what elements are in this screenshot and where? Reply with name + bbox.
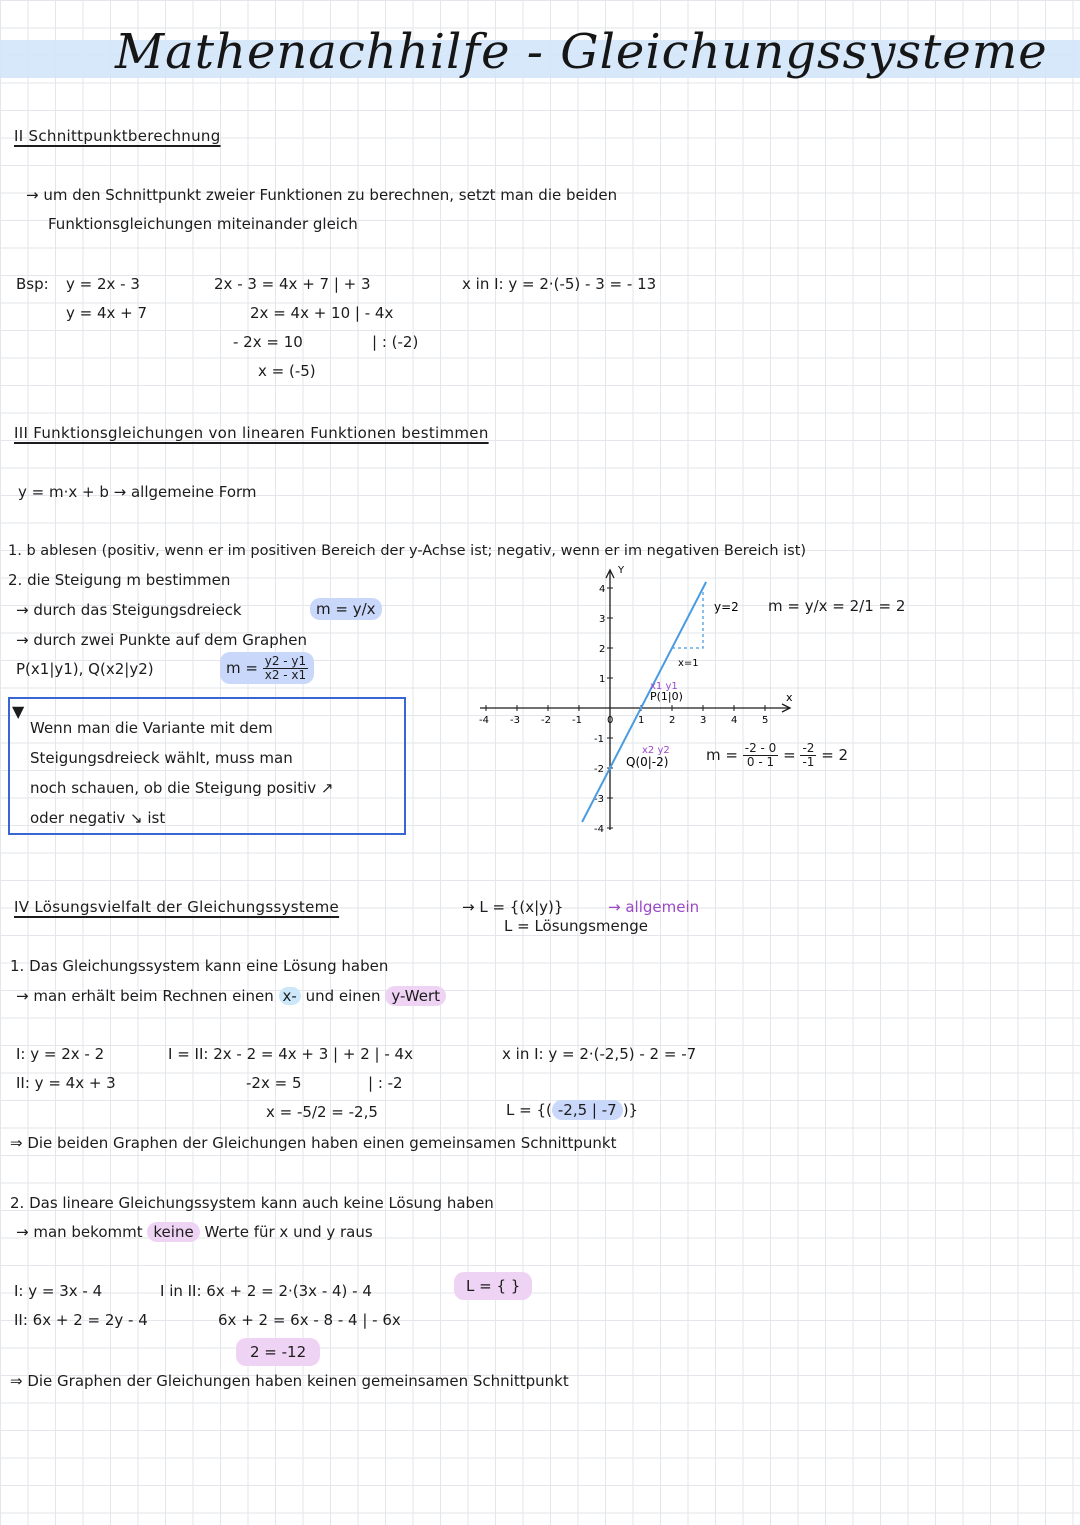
- x-tick-label: 4: [731, 715, 738, 726]
- case-2-keine-highlight: keine: [147, 1222, 199, 1242]
- y-tick-label: 4: [599, 584, 606, 595]
- two-points-method: → durch zwei Punkte auf dem Graphen: [16, 631, 308, 649]
- graph-slope-2-frac2-num: -2: [802, 741, 815, 755]
- y-tick-label: 1: [599, 674, 606, 685]
- coordinate-graph: [480, 565, 800, 835]
- x-tick-label: -1: [572, 715, 582, 726]
- point-p-coord-label: x1 y1: [650, 681, 678, 692]
- solution-set-definition: L = Lösungsmenge: [504, 917, 648, 935]
- graph-slope-2-frac1-den: 0 - 1: [746, 755, 775, 769]
- case-2-equation-2: II: 6x + 2 = 2y - 4: [14, 1311, 148, 1329]
- note-line-1: Wenn man die Variante mit dem: [30, 719, 273, 737]
- point-1-read-b: 1. b ablesen (positiv, wenn er im positiven Bereich der y-Achse ist; negativ, wenn er im negativen Bereich ist): [8, 543, 807, 559]
- two-points-formula-numerator: y2 - y1: [264, 654, 307, 668]
- x-axis-label: x: [786, 691, 793, 704]
- x-tick-label: -4: [479, 715, 489, 726]
- y-tick-label: 3: [599, 614, 606, 625]
- case-2-empty-solution: L = { }: [454, 1272, 532, 1300]
- y-tick-label: 2: [599, 644, 606, 655]
- two-points-formula-fraction: [263, 655, 308, 682]
- graph-slope-2-prefix: m =: [706, 746, 738, 764]
- case-1-solution-post: )}: [622, 1101, 639, 1119]
- case-2-step-1: I in II: 6x + 2 = 2·(3x - 4) - 4: [160, 1282, 372, 1300]
- graph-slope-2-fraction-1: [743, 742, 779, 769]
- case-1-equation-1: I: y = 2x - 2: [16, 1045, 105, 1063]
- point-2-slope: 2. die Steigung m bestimmen: [8, 571, 231, 589]
- intro-line-2: Funktionsgleichungen miteinander gleich: [48, 215, 358, 233]
- case-1-explanation-b: und einen: [305, 987, 381, 1005]
- general-form: y = m·x + b → allgemeine Form: [18, 483, 257, 501]
- slope-triangle-method: → durch das Steigungsdreieck: [16, 601, 242, 619]
- two-points-formula-m: m =: [226, 659, 258, 677]
- case-2-contradiction: 2 = -12: [236, 1338, 320, 1366]
- case-1-explanation-a: → man erhält beim Rechnen einen: [16, 987, 274, 1005]
- case-2-heading: 2. Das lineare Gleichungssystem kann auch keine Lösung haben: [10, 1194, 494, 1212]
- graph-slope-2-frac1-num: -2 - 0: [744, 741, 777, 755]
- example-equation-2: y = 4x + 7: [66, 304, 148, 322]
- note-line-4: oder negativ ↘ ist: [30, 809, 166, 827]
- y-tick-label: -1: [594, 734, 604, 745]
- case-1-solution-pre: L = {(: [506, 1101, 552, 1119]
- solution-set-general: → L = {(x|y)}: [462, 898, 564, 916]
- note-line-2: Steigungsdreieck wählt, muss man: [30, 749, 293, 767]
- x-tick-label: 2: [669, 715, 676, 726]
- point-p-label: P(1|0): [650, 690, 683, 703]
- graph-slope-2: m = $\frac{-2 - 0}{0 - 1}$ = $\frac{-2}{-1}$ = 2: [706, 741, 849, 769]
- case-1-solution-value: -2,5 | -7: [552, 1100, 623, 1120]
- case-1-solution: [506, 1100, 638, 1120]
- graph-slope-2-fraction-2: [800, 742, 816, 769]
- note-line-3: noch schauen, ob die Steigung positiv ↗: [30, 779, 334, 797]
- triangle-y-label: y=2: [714, 600, 739, 614]
- section-heading-funktionsgleichungen: III Funktionsgleichungen von linearen Funktionen bestimmen: [14, 424, 489, 442]
- case-2-step-2: 6x + 2 = 6x - 8 - 4 | - 6x: [218, 1311, 401, 1329]
- y-axis-label: Y: [618, 565, 625, 576]
- solve-step-4: x = (-5): [258, 362, 316, 380]
- insert-step: x in I: y = 2·(-5) - 3 = - 13: [462, 275, 657, 293]
- note-arrow-icon: ▼: [12, 702, 25, 721]
- solve-step-2: 2x = 4x + 10 | - 4x: [250, 304, 394, 322]
- two-points-formula-denominator: x2 - x1: [264, 668, 307, 682]
- case-1-step-2-operation: | : -2: [368, 1074, 403, 1092]
- case-1-step-2: -2x = 5: [246, 1074, 302, 1092]
- x-tick-label: -2: [541, 715, 551, 726]
- two-points-formula: [220, 652, 314, 684]
- slope-triangle-formula: m = y/x: [310, 598, 382, 620]
- y-tick-label: -4: [594, 824, 604, 835]
- case-1-explanation: [16, 986, 446, 1006]
- section-heading-schnittpunkt: II Schnittpunktberechnung: [14, 127, 221, 145]
- solve-step-1: 2x - 3 = 4x + 7 | + 3: [214, 275, 371, 293]
- case-2-equation-1: I: y = 3x - 4: [14, 1282, 103, 1300]
- solve-step-3: - 2x = 10: [233, 333, 303, 351]
- page-title: Mathenachhilfe - Gleichungssysteme: [115, 24, 1048, 80]
- intro-line-1: → um den Schnittpunkt zweier Funktionen zu berechnen, setzt man die beiden: [26, 186, 618, 204]
- section-heading-loesungsvielfalt: IV Lösungsvielfalt der Gleichungssysteme: [14, 898, 340, 916]
- case-2-explanation-a: → man bekommt: [16, 1223, 143, 1241]
- example-equation-1: y = 2x - 3: [66, 275, 140, 293]
- case-1-equation-2: II: y = 4x + 3: [16, 1074, 116, 1092]
- x-tick-label: 0: [607, 715, 614, 726]
- case-1-step-1: I = II: 2x - 2 = 4x + 3 | + 2 | - 4x: [168, 1045, 413, 1063]
- graph-slope-2-frac2-den: -1: [802, 755, 815, 769]
- solution-set-note: → allgemein: [608, 898, 700, 916]
- case-2-explanation: [16, 1222, 373, 1242]
- y-tick-label: -3: [594, 794, 604, 805]
- solve-step-3-operation: | : (-2): [372, 333, 419, 351]
- case-1-step-3: x = -5/2 = -2,5: [266, 1103, 378, 1121]
- graph-slope-2-suffix: = 2: [821, 746, 849, 764]
- example-label: Bsp:: [16, 275, 49, 293]
- two-points-notation: P(x1|y1), Q(x2|y2): [16, 660, 154, 678]
- case-1-conclusion: ⇒ Die beiden Graphen der Gleichungen haben einen gemeinsamen Schnittpunkt: [10, 1134, 617, 1152]
- graph-slope-1: m = y/x = 2/1 = 2: [768, 597, 906, 615]
- point-q-coord-label: x2 y2: [642, 745, 670, 756]
- case-1-y-value-highlight: y-Wert: [385, 986, 446, 1006]
- x-tick-label: -3: [510, 715, 520, 726]
- case-1-heading: 1. Das Gleichungssystem kann eine Lösung haben: [10, 957, 389, 975]
- case-2-conclusion: ⇒ Die Graphen der Gleichungen haben keinen gemeinsamen Schnittpunkt: [10, 1372, 569, 1390]
- case-1-insert: x in I: y = 2·(-2,5) - 2 = -7: [502, 1045, 697, 1063]
- case-2-explanation-b: Werte für x und y raus: [204, 1223, 373, 1241]
- y-tick-label: -2: [594, 764, 604, 775]
- x-tick-label: 3: [700, 715, 707, 726]
- case-1-x-value-highlight: x-: [279, 987, 301, 1005]
- triangle-x-label: x=1: [678, 658, 699, 669]
- x-tick-label: 5: [762, 715, 769, 726]
- x-tick-label: 1: [638, 715, 645, 726]
- point-q-label: Q(0|-2): [626, 755, 669, 769]
